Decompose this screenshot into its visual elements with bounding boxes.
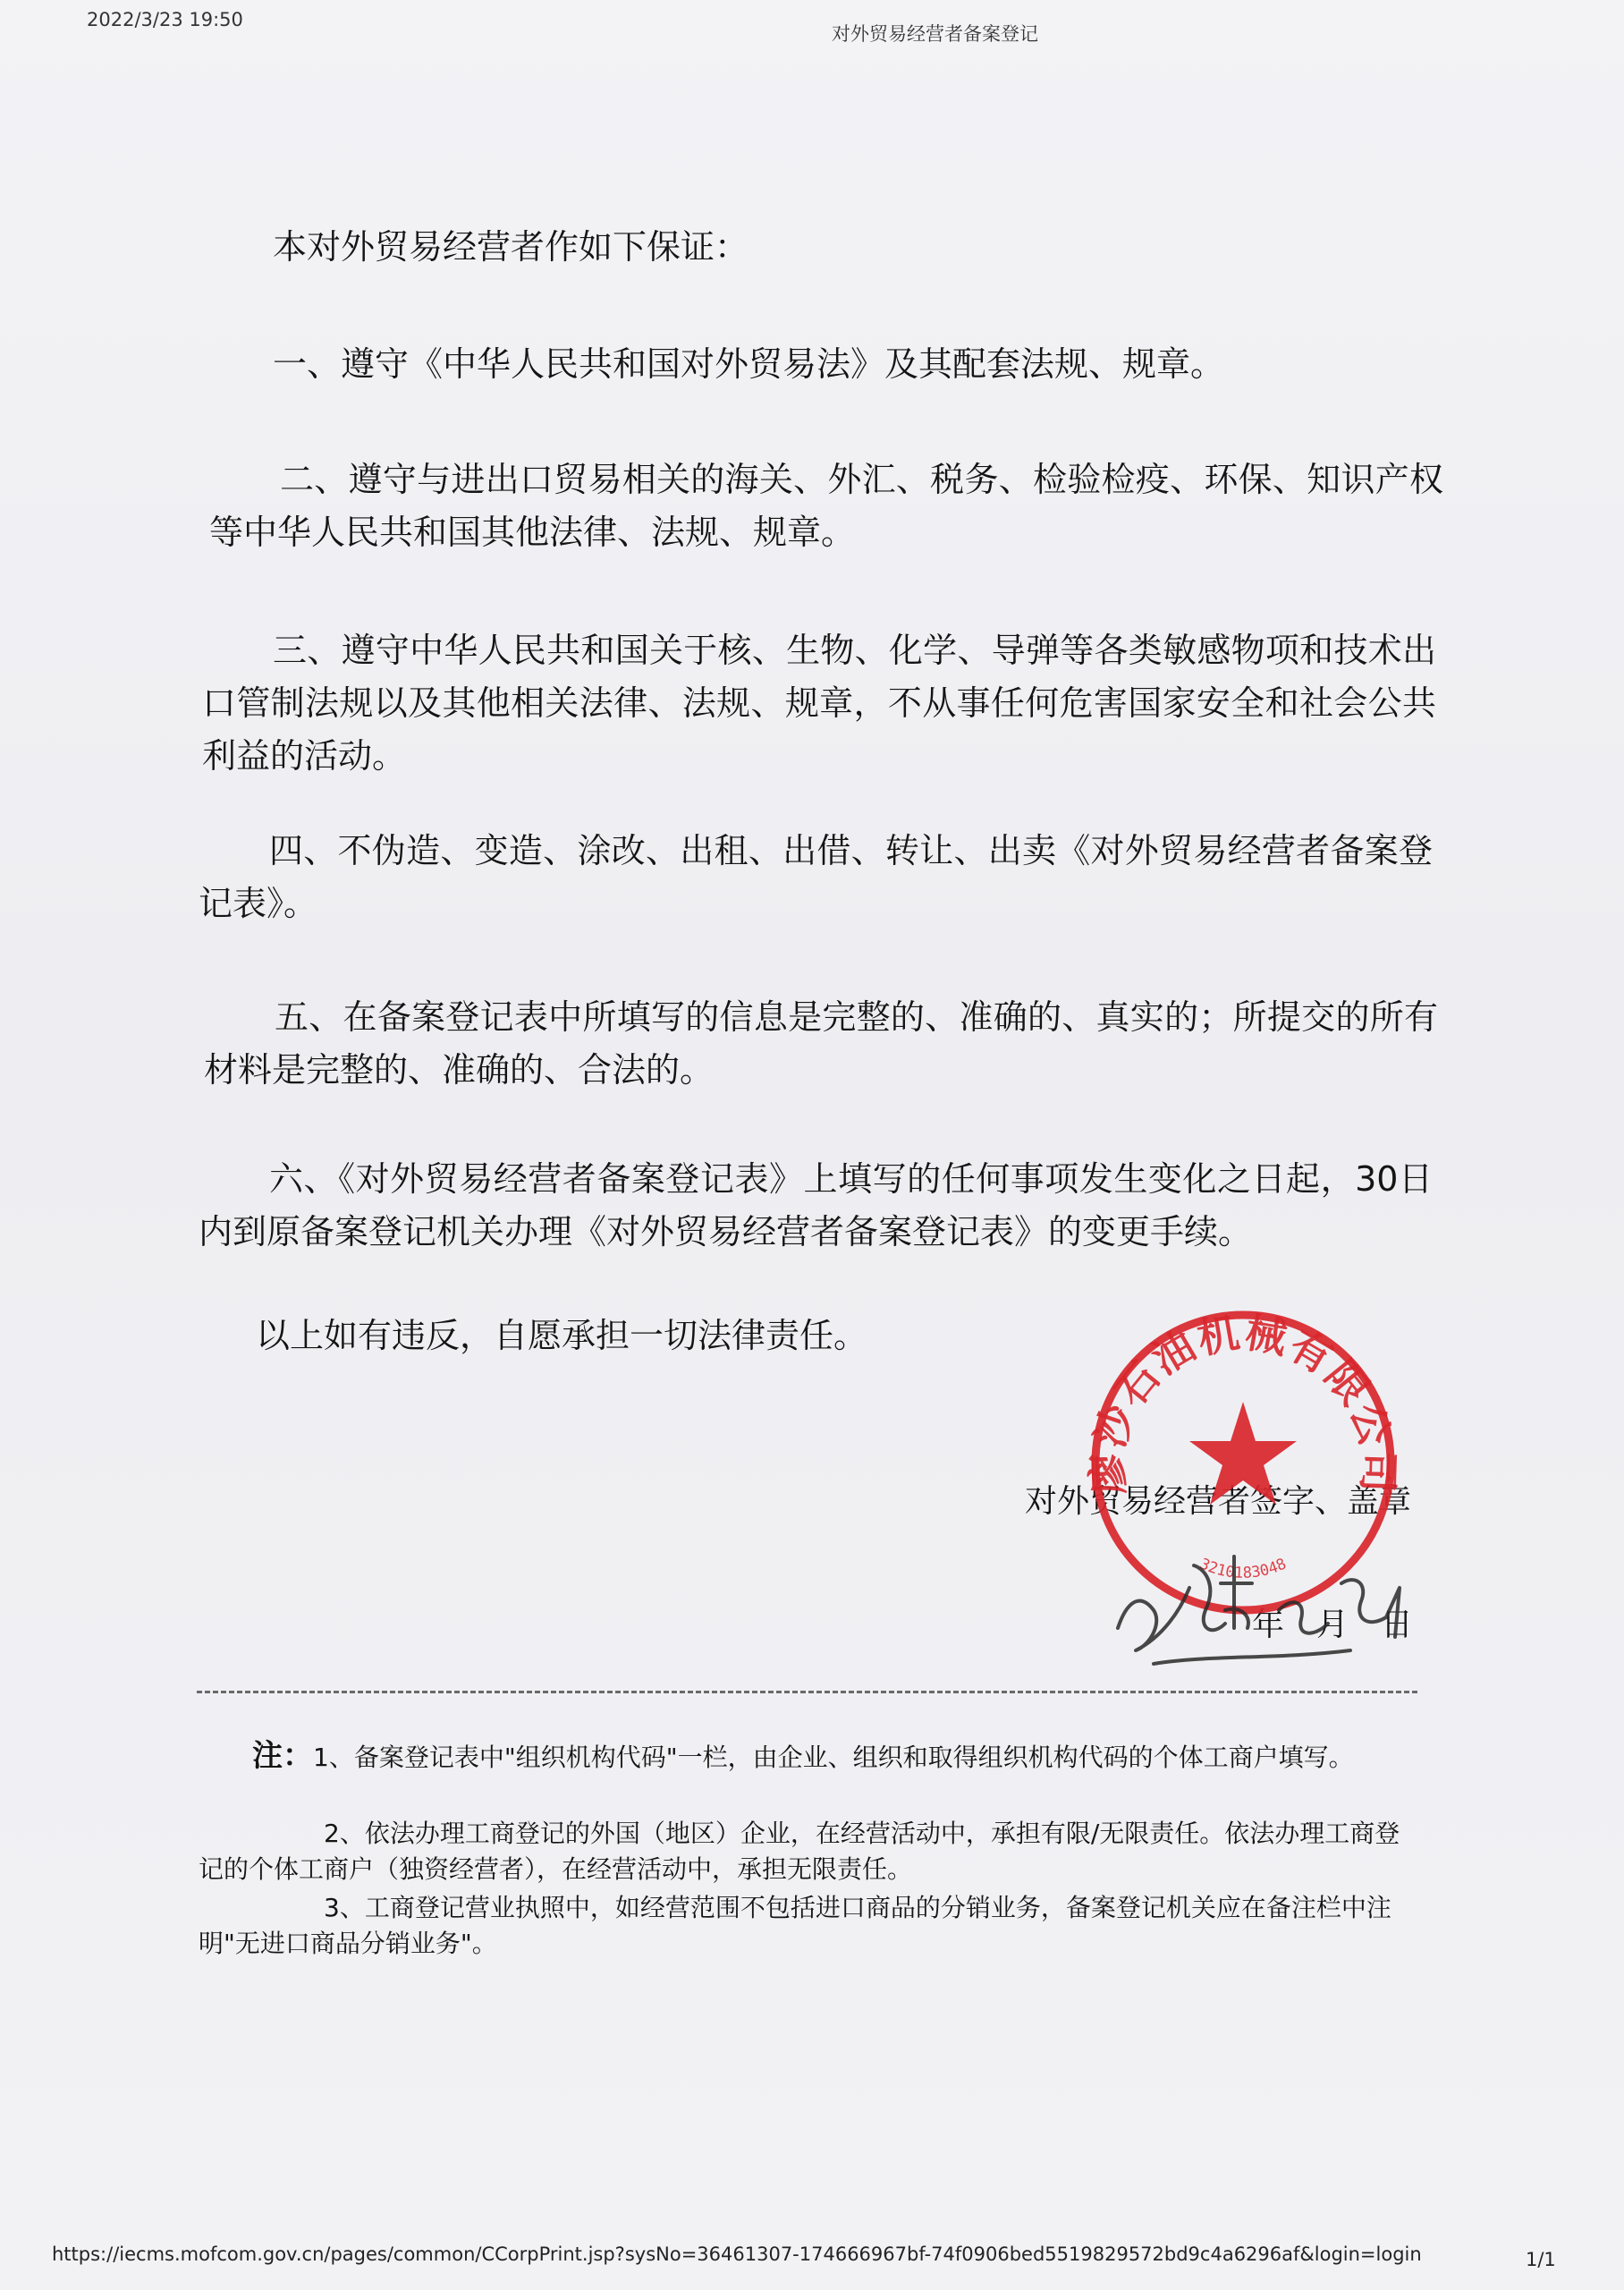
note-item-1 <box>199 1738 1424 1776</box>
print-header-title: 对外贸易经营者备案登记 <box>832 23 1038 45</box>
guarantee-paragraph-6: 六、《对外贸易经营者备案登记表》上填写的任何事项发生变化之日起，30日内到原备案登记机关办理《对外贸易经营者备案登记表》的变更手续。 <box>199 1159 1433 1251</box>
guarantee-paragraph-5: 五、在备案登记表中所填写的信息是完整的、准确的、真实的；所提交的所有材料是完整的、准确的、合法的。 <box>204 997 1438 1090</box>
svg-text:廖沙石油机械有限公司: 廖沙石油机械有限公司 <box>1083 1308 1403 1496</box>
guarantee-paragraph-1: 一、遵守《中华人民共和国对外贸易法》及其配套法规、规章。 <box>273 344 1225 384</box>
print-datetime: 2022/3/23 19:50 <box>87 9 243 30</box>
footer-page-number: 1/1 <box>1526 2249 1556 2270</box>
closing-statement: 以上如有违反，自愿承担一切法律责任。 <box>256 1316 868 1355</box>
note-label: 注： <box>252 1738 313 1774</box>
guarantee-paragraph-4: 四、不伪造、变造、涂改、出租、出借、转让、出卖《对外贸易经营者备案登记表》。 <box>199 831 1433 923</box>
intro-line: 本对外贸易经营者作如下保证： <box>273 227 749 267</box>
dashed-divider <box>197 1691 1417 1693</box>
note-item-2: 2、依法办理工商登记的外国（地区）企业，在经营活动中，承担有限/无限责任。依法办理工商登记的个体工商户（独资经营者），在经营活动中，承担无限责任。 <box>199 1819 1400 1884</box>
signature-label: 对外贸易经营者签字、盖章 <box>1025 1483 1412 1520</box>
note-item-3: 3、工商登记营业执照中，如经营范围不包括进口商品的分销业务，备案登记机关应在备注栏中注明"无进口商品分销业务"。 <box>199 1893 1391 1958</box>
footer-url: https://iecms.mofcom.gov.cn/pages/common/CCorpPrint.jsp?sysNo=36461307-174666967bf-74f0906bed5519829572bd9c4a6296af&login=login <box>52 2243 1422 2265</box>
guarantee-paragraph-2: 二、遵守与进出口贸易相关的海关、外汇、税务、检验检疫、环保、知识产权等中华人民共和国其他法律、法规、规章。 <box>209 460 1443 552</box>
date-label: 年 月 日 <box>1252 1607 1414 1643</box>
svg-text:3210183048: 3210183048 <box>1197 1555 1290 1582</box>
guarantee-paragraph-3: 三、遵守中华人民共和国关于核、生物、化学、导弹等各类敏感物项和技术出口管制法规以及其他相关法律、法规、规章，不从事任何危害国家安全和社会公共利益的活动。 <box>202 631 1436 776</box>
note-item-1-text: 1、备案登记表中"组织机构代码"一栏，由企业、组织和取得组织机构代码的个体工商户填写。 <box>313 1743 1354 1772</box>
handwritten-signature <box>1100 1503 1422 1682</box>
